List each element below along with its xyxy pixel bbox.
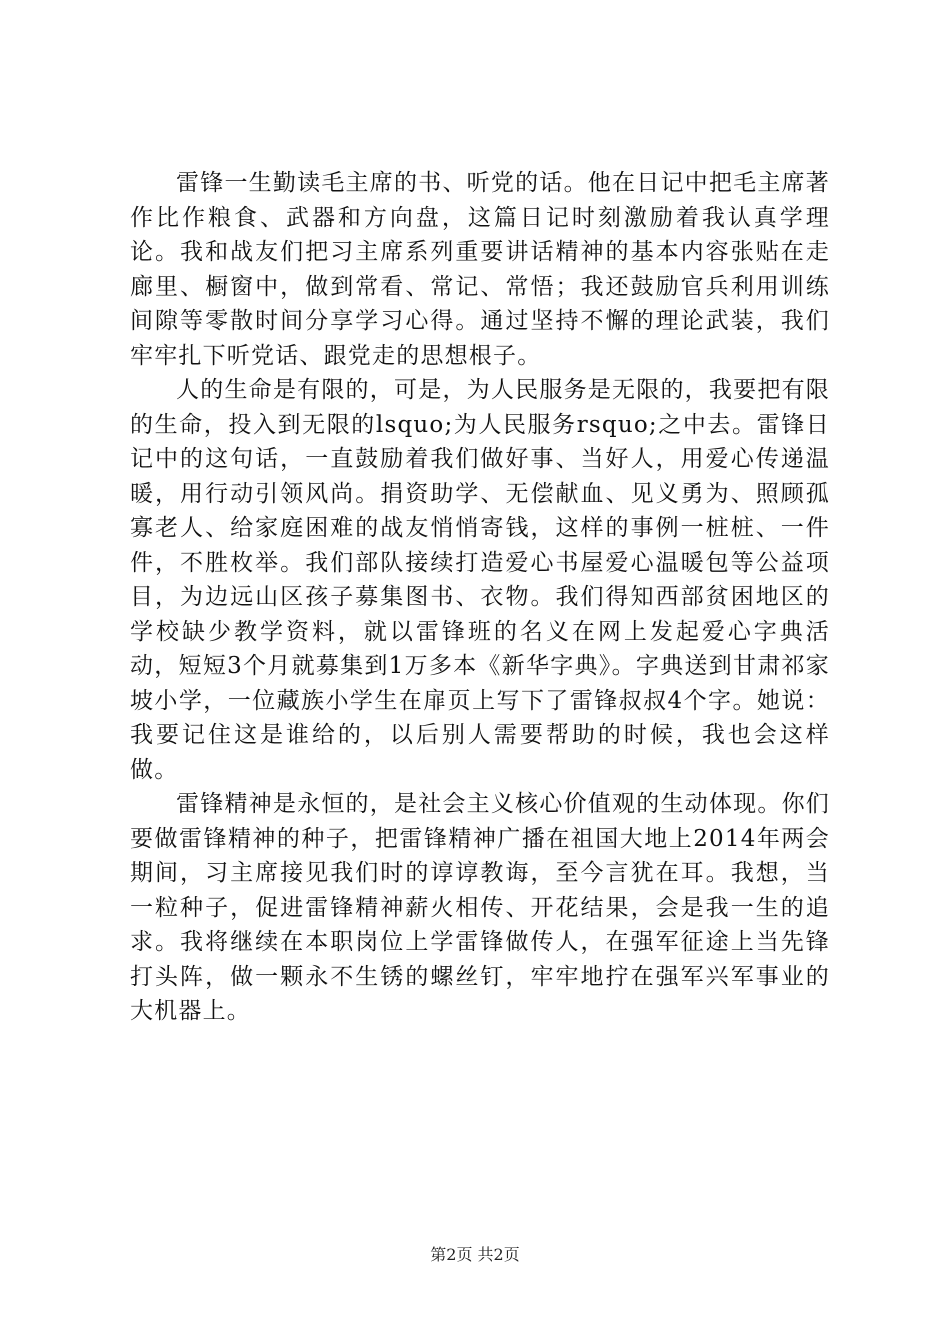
- paragraph-2: 人的生命是有限的，可是，为人民服务是无限的，我要把有限的生命，投入到无限的lsquo;为人民服务rsquo;之中去。雷锋日记中的这句话，一直鼓励着我们做好事、当好人，用爱心传递温暖，用行动引领风尚。捐资助学、无偿献血、见义勇为、照顾孤寡老人、给家庭困难的战友悄悄寄钱，这样的事例一桩桩、一件件，不胜枚举。我们部队接续打造爱心书屋爱心温暖包等公益项目，为边远山区孩子募集图书、衣物。我们得知西部贫困地区的学校缺少教学资料，就以雷锋班的名义在网上发起爱心字典活动，短短3个月就募集到1万多本《新华字典》。字典送到甘肃祁家坡小学，一位藏族小学生在扉页上写下了雷锋叔叔4个字。她说：我要记住这是谁给的，以后别人需要帮助的时候，我也会这样做。: [130, 377, 830, 783]
- document-body: [130, 166, 830, 1029]
- page-footer: 第2页 共2页: [430, 1245, 520, 1264]
- paragraph-1: 雷锋一生勤读毛主席的书、听党的话。他在日记中把毛主席著作比作粮食、武器和方向盘，这篇日记时刻激励着我认真学理论。我和战友们把习主席系列重要讲话精神的基本内容张贴在走廊里、橱窗中，做到常看、常记、常悟；我还鼓励官兵利用训练间隙等零散时间分享学习心得。通过坚持不懈的理论武装，我们牢牢扎下听党话、跟党走的思想根子。: [130, 170, 830, 369]
- paragraph-3: 雷锋精神是永恒的，是社会主义核心价值观的生动体现。你们要做雷锋精神的种子，把雷锋精神广播在祖国大地上2014年两会期间，习主席接见我们时的谆谆教诲，至今言犹在耳。我想，当一粒种子，促进雷锋精神薪火相传、开花结果，会是我一生的追求。我将继续在本职岗位上学雷锋做传人，在强军征途上当先锋打头阵，做一颗永不生锈的螺丝钉，牢牢地拧在强军兴军事业的大机器上。: [130, 791, 830, 1024]
